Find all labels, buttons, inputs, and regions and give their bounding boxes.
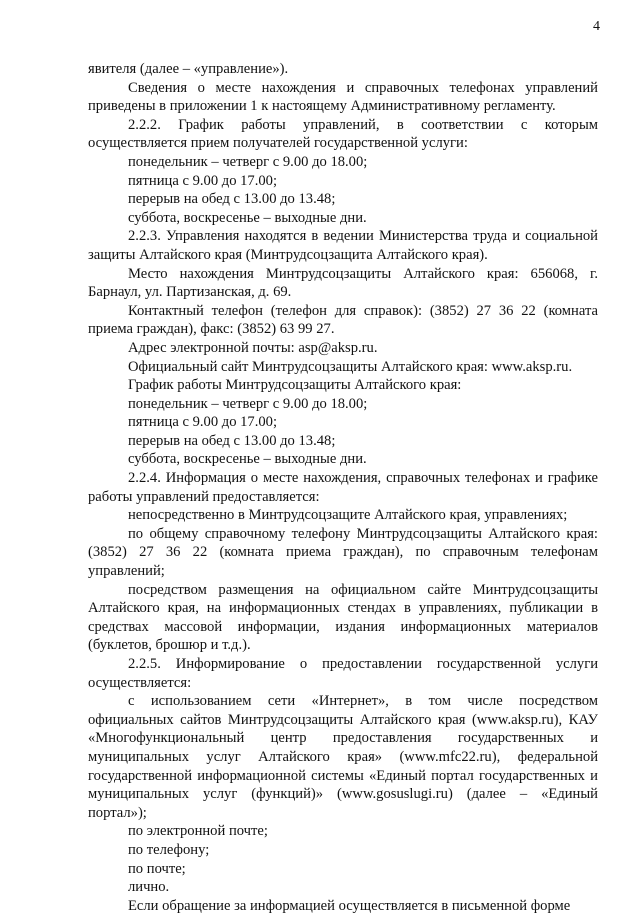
paragraph: по телефону; — [128, 841, 210, 858]
paragraph: пятница с 9.00 до 17.00; — [128, 172, 278, 189]
paragraph: 2.2.3. Управления находятся в ведении Министерства труда и социальной защиты Алтайского края (Минтрудсоцзащита Алтайского края). — [88, 228, 598, 263]
paragraph: 2.2.2. График работы управлений, в соответствии с которым осуществляется прием получателей государственной услуги: — [88, 116, 598, 152]
paragraph: по электронной почте; — [128, 823, 268, 840]
paragraph: Если обращение за информацией осуществляется в письменной форме — [128, 897, 571, 914]
paragraph: по почте; — [128, 860, 186, 877]
paragraph: Контактный телефон (телефон для справок): (3852) 27 36 22 (комната приема граждан), факс: (3852) 63 99 27. — [88, 302, 598, 338]
paragraph: непосредственно в Минтрудсоцзащите Алтайского края, управлениях; — [128, 507, 568, 524]
paragraph: перерыв на обед с 13.00 до 13.48; — [128, 191, 336, 208]
paragraph: по общему справочному телефону Минтрудсоцзащиты Алтайского края: (3852) 27 36 22 (комната приема граждан), по справочным телефонам управлений; — [88, 525, 598, 580]
paragraph: понедельник – четверг с 9.00 до 18.00; — [128, 395, 368, 412]
page-number: 4 — [593, 19, 600, 34]
paragraph: 2.2.4. Информация о месте нахождения, справочных телефонах и графике работы управлений предоставляется: — [88, 470, 598, 505]
paragraph: лично. — [128, 879, 170, 896]
paragraph: посредством размещения на официальном сайте Минтрудсоцзащиты Алтайского края, на информационных стендах в управлениях, публикации в средствах массовой информации, издания информационных материалов (буклетов, брошюр и т.д.). — [88, 581, 598, 654]
paragraph: 2.2.5. Информирование о предоставлении государственной услуги осуществляется: — [88, 656, 598, 691]
paragraph: Официальный сайт Минтрудсоцзащиты Алтайского края: www.aksp.ru. — [128, 358, 573, 375]
paragraph: понедельник – четверг с 9.00 до 18.00; — [128, 153, 368, 170]
paragraph: суббота, воскресенье – выходные дни. — [128, 209, 367, 226]
paragraph: пятница с 9.00 до 17.00; — [128, 414, 278, 431]
paragraph: явителя (далее – «управление»). — [88, 61, 289, 77]
paragraph: Сведения о месте нахождения и справочных телефонах управлений приведены в приложении 1 к настоящему Административному регламенту. — [88, 79, 598, 115]
paragraph: перерыв на обед с 13.00 до 13.48; — [128, 432, 336, 449]
paragraph: Место нахождения Минтрудсоцзащиты Алтайского края: 656068, г. Барнаул, ул. Партизанская, д. 69. — [88, 265, 598, 301]
paragraph: с использованием сети «Интернет», в том числе посредством официальных сайтов Минтрудсоцзащиты Алтайского края (www.aksp.ru), КАУ «Многофункциональный центр предоставления государственных и муниципальных услуг Алтайского края» (www.mfc22.ru), федеральной государственной информационной системы «Единый портал государственных и муниципальных услуг (функций)» (www.gosuslugi.ru) (далее – «Единый портал»); — [88, 693, 598, 821]
paragraph: суббота, воскресенье – выходные дни. — [128, 451, 367, 468]
paragraph: График работы Минтрудсоцзащиты Алтайского края: — [128, 377, 462, 394]
document-body — [88, 60, 598, 915]
paragraph: Адрес электронной почты: asp@aksp.ru. — [128, 339, 378, 356]
